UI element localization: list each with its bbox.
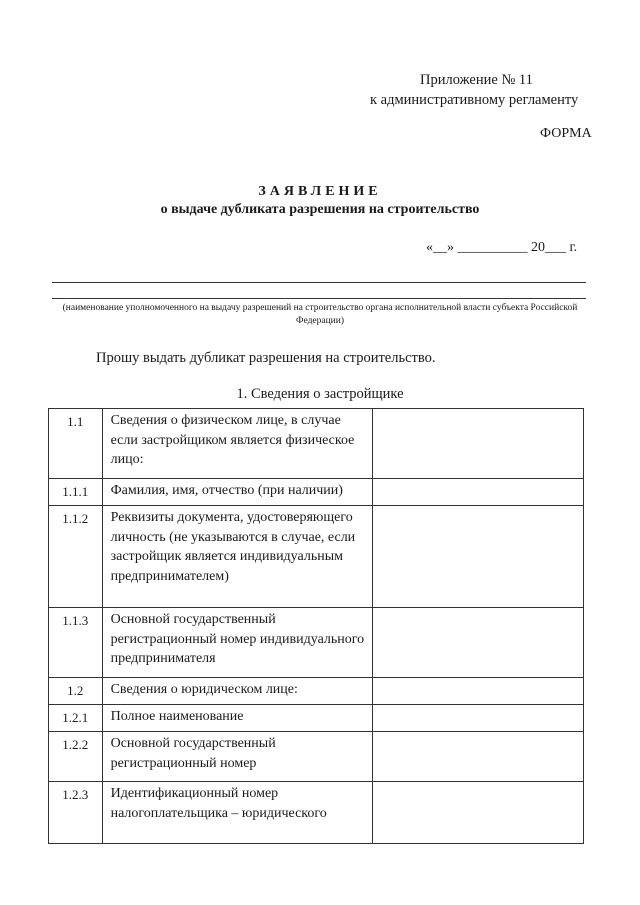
- row-number: 1.1.3: [49, 608, 103, 678]
- row-value-field[interactable]: [372, 506, 583, 608]
- row-label: Реквизиты документа, удостоверяющего личность (не указываются в случае, если застройщик является индивидуальным предпринимателем): [102, 506, 372, 608]
- row-value-field[interactable]: [372, 409, 583, 479]
- appendix-reference: к административному регламенту: [370, 92, 579, 108]
- row-number: 1.1.2: [49, 506, 103, 608]
- row-number: 1.2.3: [49, 782, 103, 844]
- document-subtitle: о выдаче дубликата разрешения на строительство: [160, 202, 480, 217]
- row-label: Полное наименование: [102, 705, 372, 732]
- authority-fill-line-2[interactable]: [52, 298, 586, 299]
- row-label: Фамилия, имя, отчество (при наличии): [102, 479, 372, 506]
- row-value-field[interactable]: [372, 705, 583, 732]
- table-row: [49, 608, 584, 678]
- form-label: ФОРМА: [540, 126, 592, 141]
- row-value-field[interactable]: [372, 479, 583, 506]
- row-value-field[interactable]: [372, 732, 583, 782]
- appendix-number: Приложение № 11: [420, 72, 533, 88]
- table-row: [49, 732, 584, 782]
- table-row: [49, 409, 584, 479]
- table-row: [49, 479, 584, 506]
- row-value-field[interactable]: [372, 678, 583, 705]
- developer-info-table: [48, 408, 584, 844]
- row-label: Сведения о физическом лице, в случае если застройщиком является физическое лицо:: [102, 409, 372, 479]
- request-text: Прошу выдать дубликат разрешения на строительство.: [96, 350, 436, 366]
- row-number: 1.2: [49, 678, 103, 705]
- row-number: 1.1.1: [49, 479, 103, 506]
- date-field[interactable]: «__» __________ 20___ г.: [426, 240, 578, 255]
- table-row: [49, 705, 584, 732]
- row-value-field[interactable]: [372, 608, 583, 678]
- authority-fill-line-1[interactable]: [52, 282, 586, 283]
- row-label: Основной государственный регистрационный номер индивидуального предпринимателя: [102, 608, 372, 678]
- row-number: 1.1: [49, 409, 103, 479]
- row-label: Основной государственный регистрационный номер: [102, 732, 372, 782]
- row-value-field[interactable]: [372, 782, 583, 844]
- row-label: Идентификационный номер налогоплательщика – юридического: [102, 782, 372, 844]
- row-number: 1.2.2: [49, 732, 103, 782]
- section-heading: 1. Сведения о застройщике: [236, 386, 404, 402]
- row-label: Сведения о юридическом лице:: [102, 678, 372, 705]
- document-title: ЗАЯВЛЕНИЕ: [258, 184, 382, 199]
- table-row: [49, 678, 584, 705]
- row-number: 1.2.1: [49, 705, 103, 732]
- table-row: [49, 782, 584, 844]
- authority-caption: (наименование уполномоченного на выдачу разрешений на строительство органа исполнительной власти субъекта Российской Федерации): [62, 303, 578, 326]
- table-row: [49, 506, 584, 608]
